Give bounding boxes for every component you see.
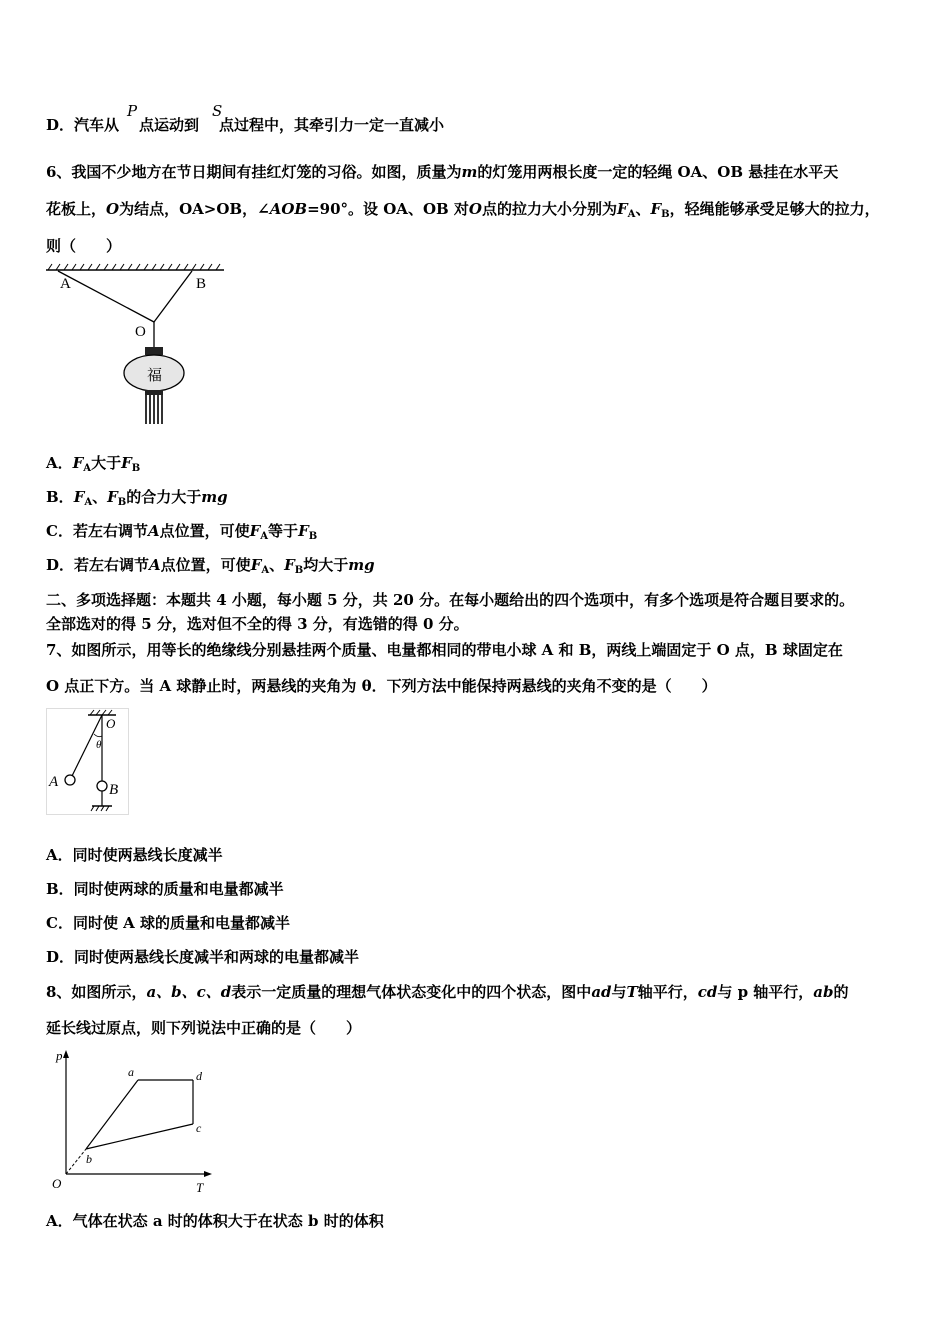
q6-l2-fa: F [617, 200, 628, 218]
q8-l1-b: 表示一定质量的理想气体状态变化中的四个状态，图中 [231, 983, 592, 1001]
q6-optB-mid: 的合力大于 [126, 488, 202, 506]
q6-optC-fb: F [298, 522, 309, 540]
q8-l1-c: 与 [611, 983, 627, 1001]
q6-optD-mg: mg [348, 556, 375, 574]
q7-option-a: A．同时使两悬线长度减半 [46, 846, 223, 864]
rope-oa [58, 271, 154, 322]
q6-option-d [46, 555, 375, 581]
q6-optB-fb-sub: B [117, 497, 127, 508]
q5-var-s: S [212, 102, 223, 120]
q6-l2-sep: 、 [635, 200, 651, 218]
q6-optB-sep: 、 [92, 488, 108, 506]
q6-option-c [46, 521, 317, 547]
q6-stem-line1 [46, 162, 838, 182]
label-b: B [196, 276, 207, 292]
q8-stem-line1 [46, 982, 849, 1002]
label-b: B [109, 782, 119, 798]
q8-option-a: A．气体在状态 a 时的体积大于在状态 b 时的体积 [46, 1212, 384, 1230]
q6-l2-d: 点的拉力大小分别为 [482, 200, 618, 218]
q6-var-m: m [461, 163, 478, 181]
q8-l1-d: 轴平行， [637, 983, 698, 1001]
section2-line1: 二、多项选择题：本题共 4 小题，每小题 5 分，共 20 分。在每小题给出的四个选项中，有多个选项是符合题目要求的。 [46, 591, 855, 609]
q6-option-a [46, 453, 140, 479]
label-c: c [196, 1121, 202, 1135]
q6-l2-fb: F [650, 200, 662, 218]
q6-stem-line2 [46, 199, 880, 225]
q6-optA-fa: F [72, 454, 84, 472]
q6-optB-fa-sub: A [84, 497, 93, 508]
q7-pendulum-figure [46, 708, 130, 816]
q6-optA-fb: F [121, 454, 132, 472]
q6-optC-label: C． [46, 522, 73, 540]
q8-l1-vars: a、b、c、d [146, 983, 232, 1001]
ball-a [65, 775, 75, 785]
section2-line2: 全部选对的得 5 分，选对但不全的得 3 分，有选错的得 0 分。 [46, 615, 469, 633]
q7-option-c: C．同时使 A 球的质量和电量都减半 [46, 914, 291, 932]
q6-lantern-figure [44, 262, 229, 432]
q6-l2-e: ，轻绳能够承受足够大的拉力， [669, 200, 880, 218]
q6-optB-mg: mg [201, 488, 228, 506]
q6-optB-label: B． [46, 488, 74, 506]
q6-l2-fa-sub: A [627, 209, 636, 220]
label-o: O [52, 1176, 62, 1191]
q6-option-b [46, 487, 228, 513]
q6-l2-o2: O [468, 200, 482, 218]
q6-optB-fb: F [107, 488, 118, 506]
q6-stem-line1-tail: 的灯笼用两根长度一定的轻绳 OA、OB 悬挂在水平天 [477, 163, 839, 181]
lantern-char: 福 [147, 366, 163, 384]
q6-optD-mid: 均大于 [303, 556, 349, 574]
q6-optC-mid: 等于 [268, 522, 299, 540]
q6-optC-a: 若左右调节 [72, 522, 148, 540]
q6-stem-line3: 则（ ） [46, 237, 122, 255]
q6-l2-a: 花板上， [46, 200, 107, 218]
q6-optD-sep: 、 [269, 556, 285, 574]
q7-option-b: B．同时使两球的质量和电量都减半 [46, 880, 284, 898]
label-theta: θ [96, 739, 102, 751]
label-a: A [60, 276, 71, 292]
q6-l2-o: O [106, 200, 120, 218]
q5-option-d [46, 115, 444, 135]
ball-b [97, 781, 107, 791]
q6-l2-angle: ∠AOB [257, 200, 308, 218]
q6-optC-fa-sub: A [260, 531, 269, 542]
q7-stem-line2: O 点正下方。当 A 球静止时，两悬线的夹角为 θ．下列方法中能保持两悬线的夹角不变的是（ ） [46, 677, 717, 695]
q6-optA-fa-sub: A [83, 463, 92, 474]
q7-option-d: D．同时使两悬线长度减半和两球的电量都减半 [46, 948, 360, 966]
q6-optC-A: A [147, 522, 160, 540]
q5-option-d-label: D． [46, 116, 75, 134]
q6-optD-A: A [149, 556, 161, 574]
q6-optB-fa: F [73, 488, 85, 506]
q8-stem-line2: 延长线过原点，则下列说法中正确的是（ ） [46, 1019, 362, 1037]
label-t: T [196, 1180, 204, 1195]
q8-l1-e: 与 p 轴平行， [717, 983, 814, 1001]
q6-optC-fb-sub: B [308, 531, 318, 542]
q8-l1-f: 的 [833, 983, 849, 1001]
q6-optC-fa: F [249, 522, 261, 540]
q8-l1-T: T [626, 983, 638, 1001]
q5-option-d-text3: 点过程中，其牵引力一定一直减小 [219, 116, 445, 134]
label-o: O [106, 716, 116, 731]
label-a: a [128, 1065, 134, 1079]
q5-option-d-text1: 汽车从 [74, 116, 120, 134]
q7-stem-line1: 7、如图所示，用等长的绝缘线分别悬挂两个质量、电量都相同的带电小球 A 和 B，两线上端固定于 O 点，B 球固定在 [46, 641, 843, 659]
q6-optD-fa-sub: A [261, 565, 270, 576]
q6-l2-c: =90°。设 OA、OB 对 [307, 200, 469, 218]
q5-option-d-text2: 点运动到 [139, 116, 200, 134]
rope-ob [154, 271, 192, 322]
q6-optC-b: 点位置，可使 [159, 522, 250, 540]
q6-optA-mid: 大于 [91, 454, 122, 472]
q8-l1-ab: ab [813, 983, 834, 1001]
q6-optA-label: A． [46, 454, 73, 472]
q8-l1-cd: cd [697, 983, 718, 1001]
q6-optD-fb-sub: B [294, 565, 304, 576]
q6-optA-fb-sub: B [131, 463, 141, 474]
label-a: A [49, 774, 59, 790]
q6-optD-a: 若左右调节 [74, 556, 150, 574]
q6-optD-b: 点位置，可使 [160, 556, 251, 574]
q6-optD-label: D． [46, 556, 75, 574]
q6-l2-fb-sub: B [661, 209, 670, 220]
label-d: d [196, 1069, 202, 1083]
q6-stem-line1-text: 6、我国不少地方在节日期间有挂红灯笼的习俗。如图，质量为 [46, 163, 462, 181]
label-p: p [56, 1048, 63, 1063]
label-o: O [135, 324, 146, 340]
q6-optD-fb: F [284, 556, 295, 574]
q8-l1-ad: ad [591, 983, 612, 1001]
q8-l1-a: 8、如图所示， [46, 983, 147, 1001]
q5-var-p: P [127, 102, 138, 120]
label-b: b [86, 1152, 92, 1166]
q6-l2-b: 为结点，OA>OB， [119, 200, 258, 218]
q8-pt-graph [46, 1046, 221, 1198]
q6-optD-fa: F [250, 556, 262, 574]
